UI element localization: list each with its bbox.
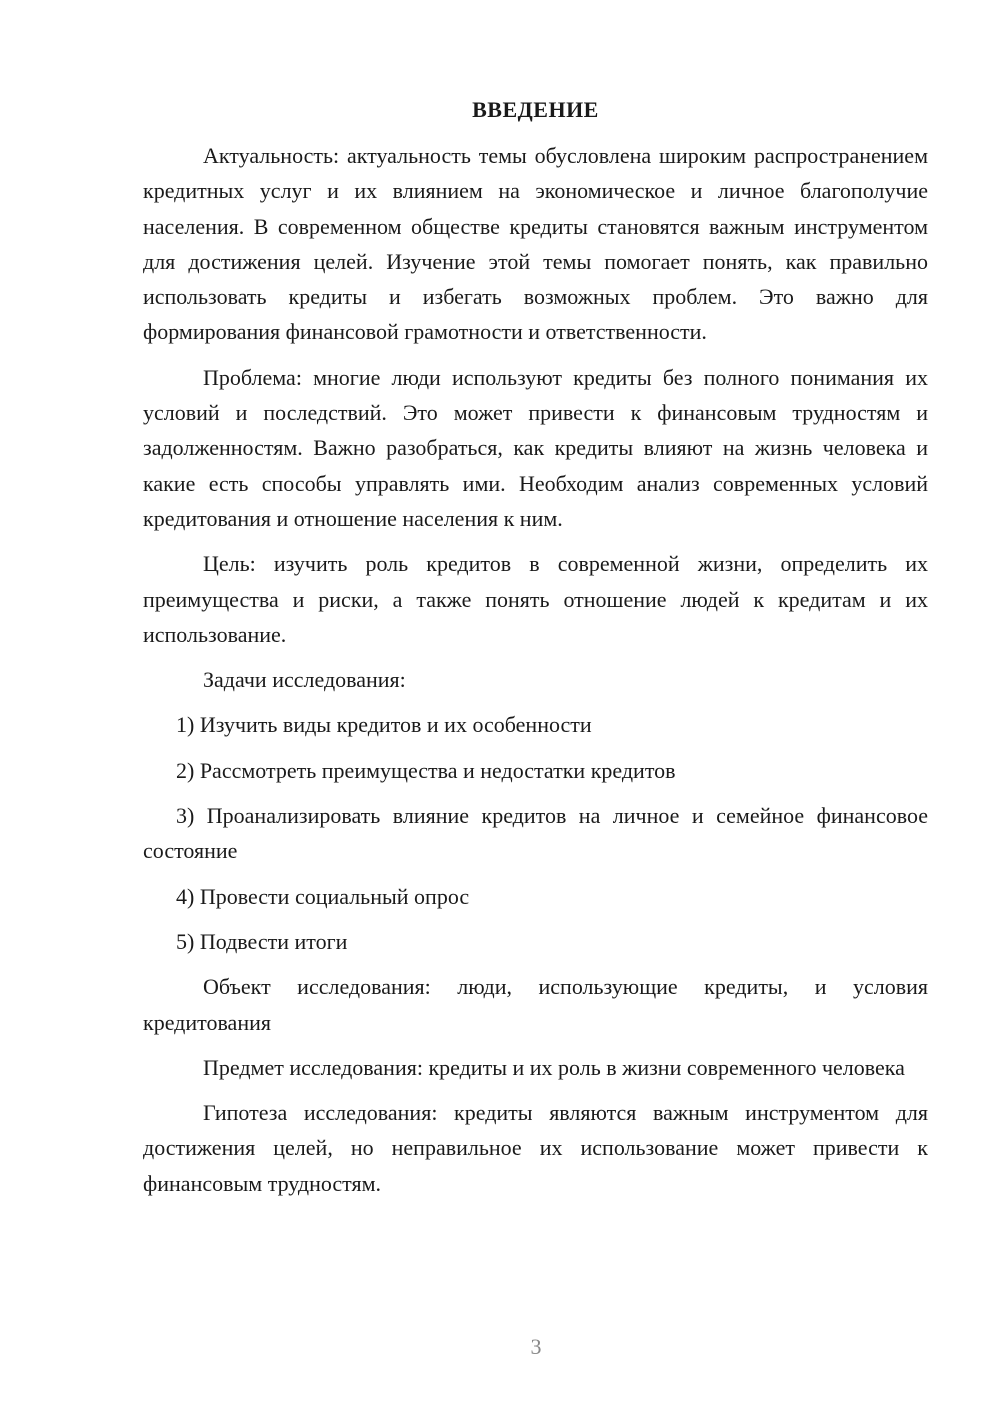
paragraph-hypothesis: Гипотеза исследования: кредиты являются важным инструментом для достижения целей, но неправильное их использование может привести к финансовым трудностям. [143,1100,928,1196]
task-item-2: 2) Рассмотреть преимущества и недостатки кредитов [176,757,676,783]
paragraph-object: Объект исследования: люди, использующие кредиты, и условия кредитования [143,974,928,1035]
task-item-3: 3) Проанализировать влияние кредитов на личное и семейное финансовое состояние [143,803,928,864]
task-item-5: 5) Подвести итоги [176,928,348,954]
page-number: 3 [530,1334,542,1359]
task-item-4: 4) Провести социальный опрос [176,883,470,909]
section-heading: ВВЕДЕНИЕ [472,97,599,122]
paragraph-goal: Цель: изучить роль кредитов в современной жизни, определить их преимущества и риски, а также понять отношение людей к кредитам и их использование. [143,551,928,647]
paragraph-problem: Проблема: многие люди используют кредиты без полного понимания их условий и последствий. Это может привести к финансовым трудностям и задолженностям. Важно разобраться, как кредиты влияют на жизнь человека и какие есть способы управлять ими. Необходим анализ современных условий кредитования и отношение населения к ним. [143,364,928,531]
paragraph-relevance: Актуальность: актуальность темы обусловлена широким распространением кредитных услуг и их влиянием на экономическое и личное благополучие населения. В современном обществе кредиты становятся важным инструментом для достижения целей. Изучение этой темы помогает понять, как правильно использовать кредиты и избегать возможных проблем. Это важно для формирования финансовой грамотности и ответственности. [143,143,928,345]
task-item-1: 1) Изучить виды кредитов и их особенности [176,712,592,738]
tasks-heading: Задачи исследования: [203,667,406,693]
paragraph-subject: Предмет исследования: кредиты и их роль в жизни современного человека [203,1054,905,1080]
